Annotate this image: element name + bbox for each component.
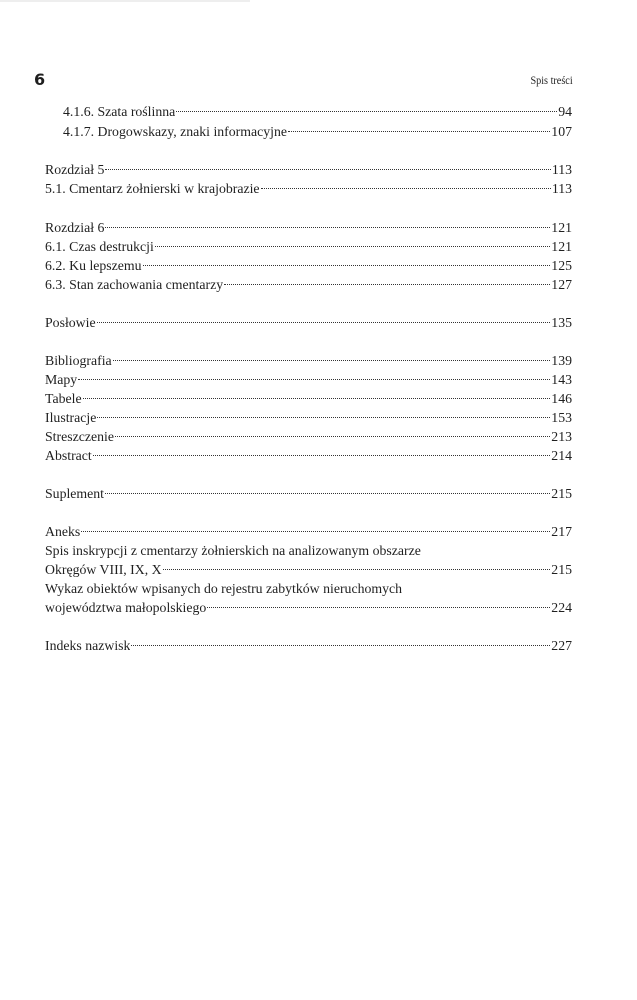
dot-leader — [97, 416, 550, 418]
toc-entry — [45, 598, 572, 618]
toc-entry-title: Bibliografia — [45, 353, 112, 368]
toc-entry-page: 121 — [551, 239, 572, 254]
toc-entry — [45, 275, 572, 295]
toc-entry-title: Spis inskrypcji z cmentarzy żołnierskich na analizowanym obszarze — [45, 543, 421, 558]
toc-entry-title: Mapy — [45, 372, 78, 387]
toc-entry — [45, 560, 572, 580]
toc-entry-page: 94 — [558, 104, 572, 119]
toc-entry — [45, 579, 572, 599]
toc-entry-title: 4.1.6. Szata roślinna — [63, 104, 176, 119]
toc-entry-title: Tabele — [45, 391, 82, 406]
dot-leader — [261, 187, 551, 189]
dot-leader — [163, 568, 551, 570]
dot-leader — [115, 435, 550, 437]
toc-entry — [45, 541, 572, 561]
toc-entry-page: 215 — [551, 486, 572, 501]
toc-entry-page: 146 — [551, 391, 572, 406]
toc-entry — [45, 179, 572, 199]
toc-entry — [45, 446, 572, 466]
toc-entry-page: 214 — [551, 448, 572, 463]
dot-leader — [207, 606, 550, 608]
dot-leader — [105, 168, 550, 170]
toc-entry — [45, 256, 572, 276]
dot-leader — [176, 110, 557, 112]
dot-leader — [93, 454, 551, 456]
toc-entry-title: Indeks nazwisk — [45, 638, 131, 653]
toc-entry-page: 135 — [551, 315, 572, 330]
dot-leader — [131, 644, 550, 646]
dot-leader — [288, 130, 550, 132]
toc-entry-page: 227 — [551, 638, 572, 653]
toc-entry-page: 121 — [551, 220, 572, 235]
dot-leader — [105, 226, 550, 228]
toc-entry-page: 143 — [551, 372, 572, 387]
toc-entry — [45, 636, 572, 656]
toc-entry-title: Abstract — [45, 448, 92, 463]
toc-entry-title: Aneks — [45, 524, 81, 539]
toc-entry-title: 6.2. Ku lepszemu — [45, 258, 142, 273]
toc-entry-title: Suplement — [45, 486, 105, 501]
dot-leader — [83, 397, 551, 399]
toc-entry — [45, 484, 572, 504]
dot-leader — [224, 283, 550, 285]
toc-entry-page: 125 — [551, 258, 572, 273]
toc-entry-page: 113 — [551, 181, 572, 196]
toc-entry-page: 153 — [551, 410, 572, 425]
toc-entry — [45, 427, 572, 447]
toc-entry-title: Streszczenie — [45, 429, 114, 444]
toc-entry — [45, 408, 572, 428]
toc-entry-page: 107 — [551, 124, 572, 139]
toc-entry-title: 6.1. Czas destrukcji — [45, 239, 154, 254]
toc-entry-title: Rozdział 6 — [45, 220, 105, 235]
toc-entry-title: Rozdział 5 — [45, 162, 105, 177]
toc-entry — [45, 237, 572, 257]
toc-entry-page: 113 — [551, 162, 572, 177]
toc-entry — [63, 102, 572, 122]
toc-entry-page: 224 — [551, 600, 572, 615]
toc-entry — [63, 122, 572, 142]
toc-entry — [45, 370, 572, 390]
dot-leader — [155, 245, 550, 247]
toc-entry — [45, 160, 572, 180]
toc-entry-title: Okręgów VIII, IX, X — [45, 562, 162, 577]
toc-entry-page: 215 — [551, 562, 572, 577]
dot-leader — [97, 321, 551, 323]
toc-entry — [45, 522, 572, 542]
toc-entry-page: 217 — [551, 524, 572, 539]
toc-entry-page: 139 — [551, 353, 572, 368]
dot-leader — [78, 378, 550, 380]
toc-entry-title: Ilustracje — [45, 410, 97, 425]
toc-entry-title: województwa małopolskiego — [45, 600, 207, 615]
toc-entry-title: 4.1.7. Drogowskazy, znaki informacyjne — [63, 124, 288, 139]
toc-entry-page: 213 — [551, 429, 572, 444]
toc-entry-title: Wykaz obiektów wpisanych do rejestru zabytków nieruchomych — [45, 581, 403, 596]
toc-entry — [45, 351, 572, 371]
dot-leader — [105, 492, 550, 494]
running-title: Spis treści — [530, 73, 573, 87]
toc-entry — [45, 389, 572, 409]
dot-leader — [113, 359, 551, 361]
dot-leader — [143, 264, 551, 266]
dot-leader — [81, 530, 550, 532]
toc-entry — [45, 313, 572, 333]
toc-entry — [45, 218, 572, 238]
toc-entry-title: 5.1. Cmentarz żołnierski w krajobrazie — [45, 181, 260, 196]
toc-entry-page: 127 — [551, 277, 572, 292]
page-number: 6 — [34, 70, 46, 89]
toc-entry-title: 6.3. Stan zachowania cmentarzy — [45, 277, 224, 292]
toc-entry-title: Posłowie — [45, 315, 96, 330]
